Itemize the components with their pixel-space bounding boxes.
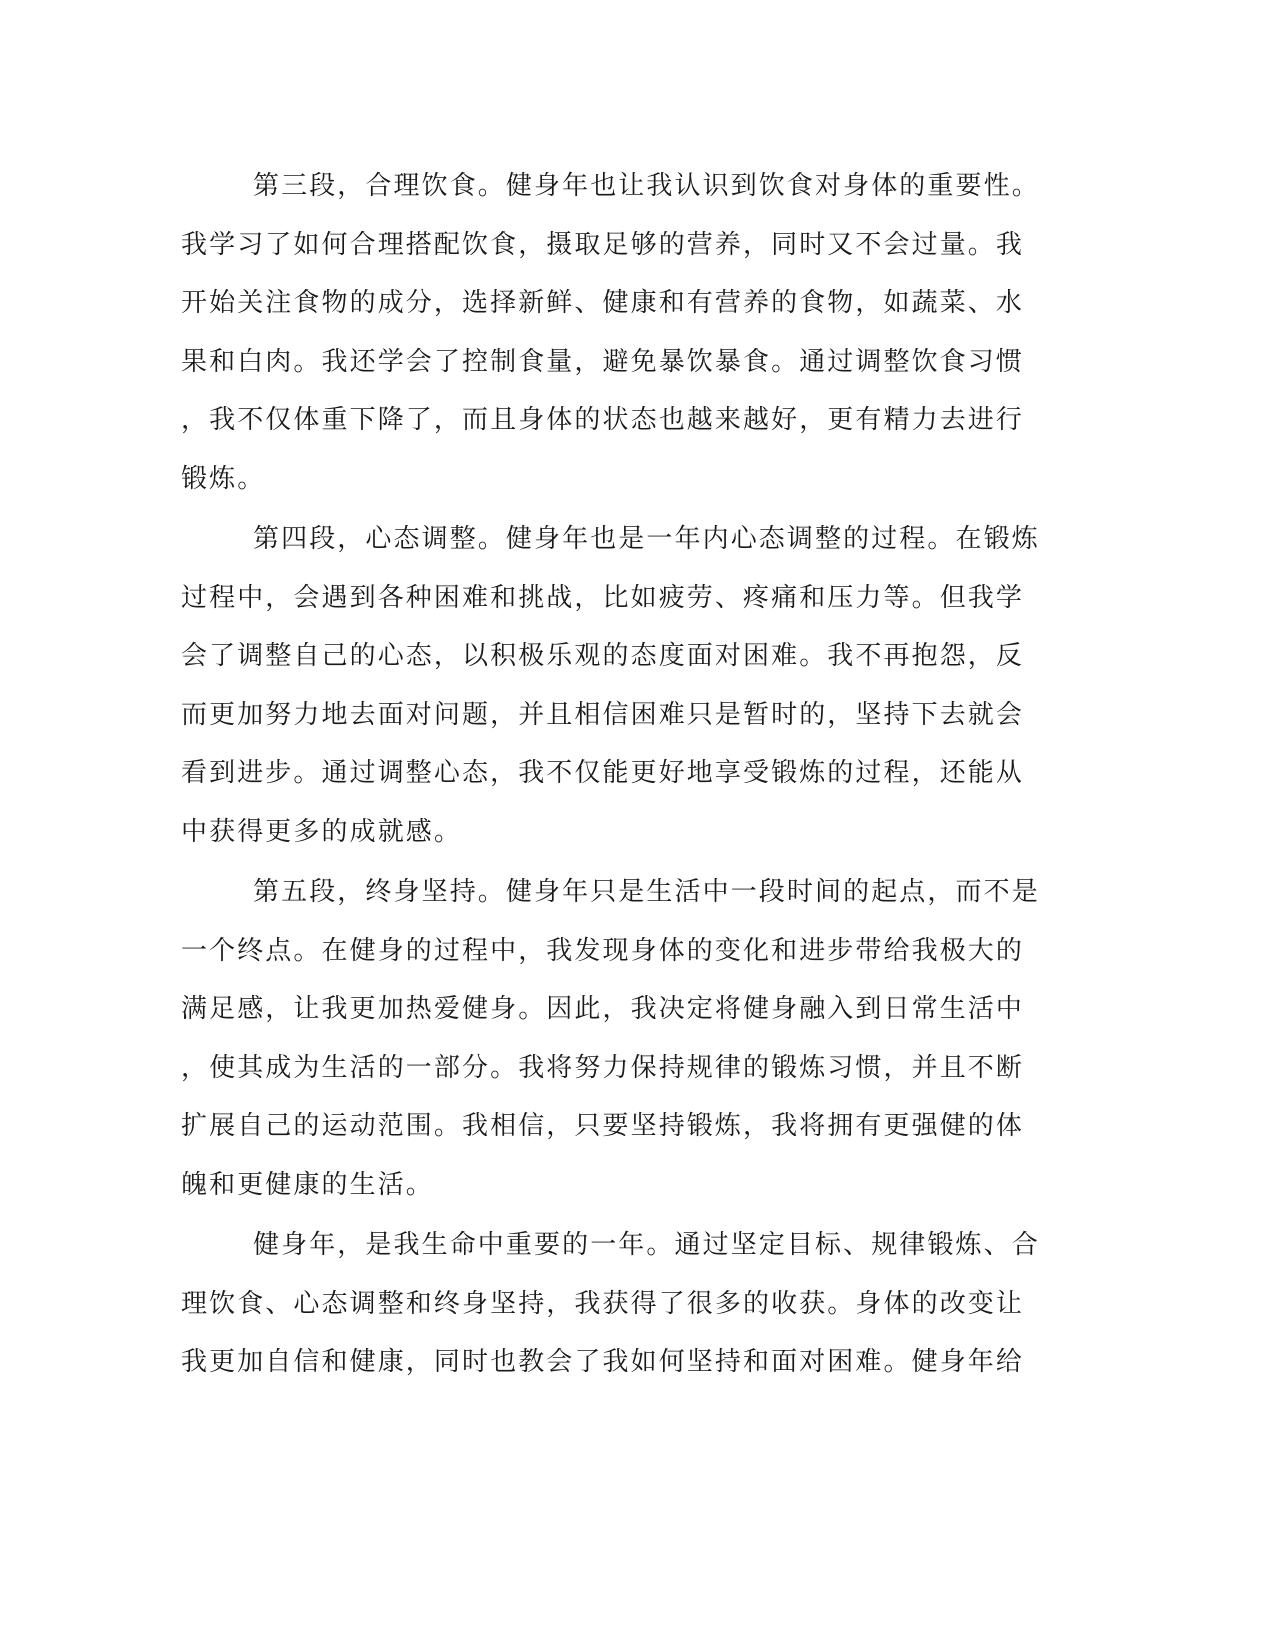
text-line: 我更加自信和健康，同时也教会了我如何坚持和面对困难。健身年给: [181, 1347, 1025, 1377]
text-line: ，我不仅体重下降了，而且身体的状态也越来越好，更有精力去进行: [181, 405, 1025, 435]
paragraph-mindset: [181, 510, 1041, 861]
text-line: 第五段，终身坚持。健身年只是生活中一段时间的起点，而不是: [253, 877, 1040, 907]
text-line: 开始关注食物的成分，选择新鲜、健康和有营养的食物，如蔬菜、水: [181, 288, 1025, 318]
text-line: 而更加努力地去面对问题，并且相信困难只是暂时的，坚持下去就会: [181, 699, 1025, 730]
paragraph-conclusion: [181, 1216, 1041, 1392]
paragraph-diet: [181, 157, 1041, 508]
text-line: 会了调整自己的心态，以积极乐观的态度面对困难。我不再抱怨，反: [181, 641, 1025, 671]
text-line: 健身年，是我生命中重要的一年。通过坚定目标、规律锻炼、合: [253, 1230, 1040, 1260]
body-text: [181, 157, 1041, 1394]
text-line: 过程中，会遇到各种困难和挑战，比如疲劳、疼痛和压力等。但我学: [181, 582, 1025, 613]
text-line: 一个终点。在健身的过程中，我发现身体的变化和进步带给我极大的: [181, 935, 1025, 966]
text-line: 满足感，让我更加热爱健身。因此，我决定将健身融入到日常生活中: [181, 994, 1025, 1024]
text-line: 果和白肉。我还学会了控制食量，避免暴饮暴食。通过调整饮食习惯: [181, 346, 1025, 377]
text-line: 我学习了如何合理搭配饮食，摄取足够的营养，同时又不会过量。我: [181, 229, 1025, 260]
text-line: 第四段，心态调整。健身年也是一年内心态调整的过程。在锻炼: [253, 524, 1040, 554]
text-line: 理饮食、心态调整和终身坚持，我获得了很多的收获。身体的改变让: [181, 1288, 1025, 1319]
text-line: 扩展自己的运动范围。我相信，只要坚持锻炼，我将拥有更强健的体: [181, 1111, 1025, 1141]
text-line: ，使其成为生活的一部分。我将努力保持规律的锻炼习惯，并且不断: [181, 1052, 1025, 1083]
paragraph-lifelong: [181, 863, 1041, 1214]
text-line: 中获得更多的成就感。: [181, 816, 463, 847]
text-line: 看到进步。通过调整心态，我不仅能更好地享受锻炼的过程，还能从: [181, 758, 1025, 788]
text-line: 锻炼。: [181, 463, 266, 494]
text-line: 第三段，合理饮食。健身年也让我认识到饮食对身体的重要性。: [253, 171, 1040, 201]
text-line: 魄和更健康的生活。: [181, 1169, 434, 1200]
